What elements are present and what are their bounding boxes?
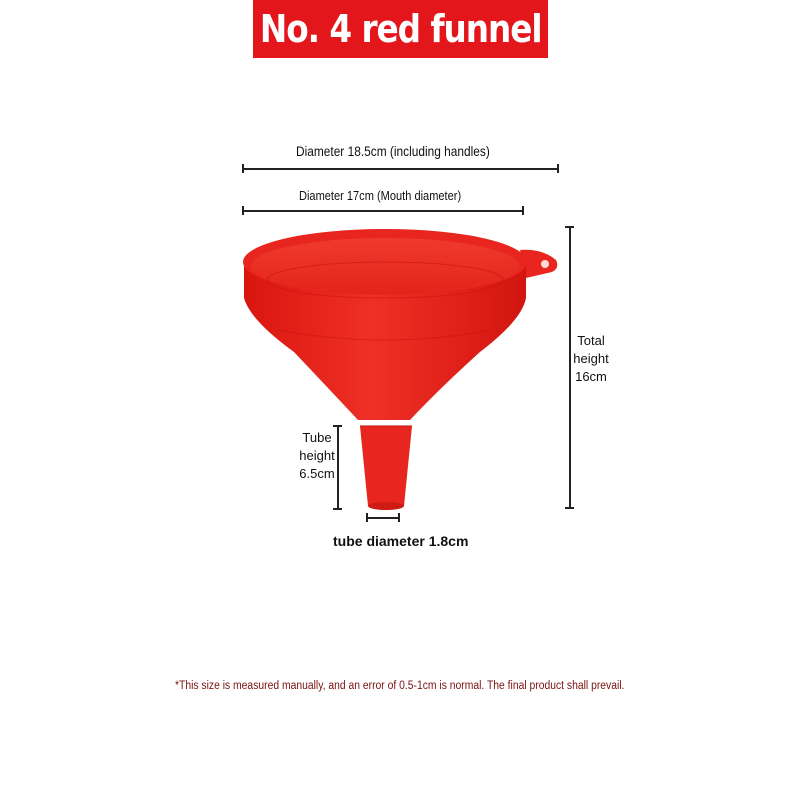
title-banner bbox=[253, 0, 548, 58]
diameter-mouth-tick-right bbox=[522, 206, 524, 215]
diameter-mouth-tick-left bbox=[242, 206, 244, 215]
total-height-line1: Total bbox=[577, 333, 605, 348]
funnel-mouth bbox=[251, 238, 519, 294]
funnel-image bbox=[230, 220, 570, 520]
disclaimer-note bbox=[0, 680, 800, 692]
diameter-total-line bbox=[242, 168, 558, 170]
tube-diameter-label: tube diameter 1.8cm bbox=[333, 533, 469, 549]
diameter-mouth-label: Diameter 17cm (Mouth diameter) bbox=[299, 188, 462, 203]
diameter-total-tick-left bbox=[242, 164, 244, 173]
total-height-label bbox=[570, 332, 612, 386]
diameter-mouth-line bbox=[242, 210, 523, 212]
disclaimer-text: *This size is measured manually, and an error of 0.5-1cm is normal. The final product shall prevail. bbox=[175, 680, 625, 692]
diameter-total-label: Diameter 18.5cm (including handles) bbox=[296, 143, 490, 159]
diameter-total-tick-right bbox=[557, 164, 559, 173]
title-text: No. 4 red funnel bbox=[259, 7, 542, 51]
tube-height-line3: 6.5cm bbox=[299, 466, 335, 481]
tube-height-line1: Tube bbox=[302, 430, 332, 445]
total-height-line2: height bbox=[573, 351, 609, 366]
tube-height-line2: height bbox=[299, 448, 335, 463]
handle-hole bbox=[541, 260, 549, 268]
total-height-line3: 16cm bbox=[575, 369, 607, 384]
funnel-spout bbox=[360, 426, 412, 509]
